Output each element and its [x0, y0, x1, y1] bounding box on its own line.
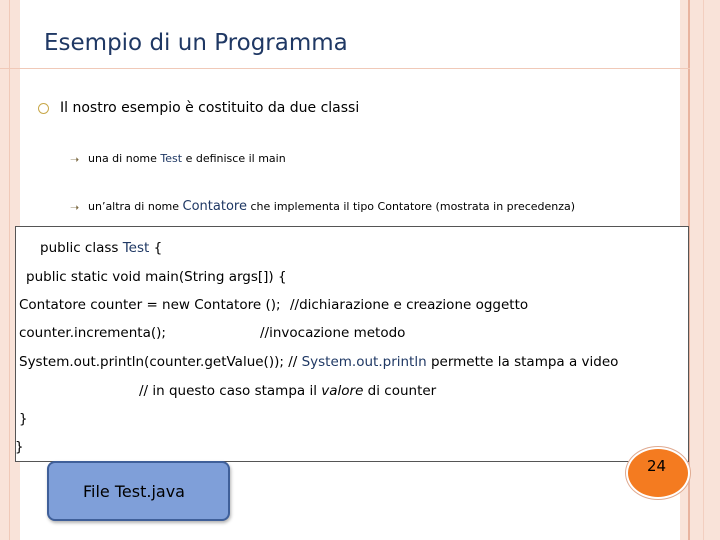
code-line-println — [19, 354, 618, 370]
page-number: 24 — [647, 457, 667, 475]
slide-title: Esempio di un Programma — [44, 30, 348, 56]
main-bullet-text: Il nostro esempio è costituito da due classi — [60, 100, 360, 116]
file-label-text: File Test.java — [83, 482, 185, 501]
code-line-class-decl — [40, 240, 162, 256]
circle-bullet-icon — [38, 103, 49, 114]
code-line-increment: counter.incrementa(); — [19, 325, 166, 341]
code-println-call: System.out.println(counter.getValue()); // — [19, 354, 302, 370]
code-class-name: Test — [122, 240, 150, 256]
code-line-main-decl: public static void main(String args[]) { — [26, 269, 287, 285]
title-divider — [0, 68, 690, 69]
code-brace: { — [149, 240, 163, 256]
left-border-line — [9, 0, 10, 540]
code-println-highlight: System.out.println — [301, 354, 427, 370]
code-println-comment-end: permette la stampa a video — [426, 354, 619, 370]
arrow-bullet-icon: ➝ — [70, 153, 80, 166]
right-border-line-thin — [703, 0, 704, 540]
sub-bullet-2-prefix: un’altra di nome — [88, 200, 183, 213]
code-line-comment-value — [139, 383, 436, 399]
code-box — [15, 226, 689, 462]
sub-bullet-2-suffix: che implementa il tipo Contatore (mostrata in precedenza) — [246, 200, 576, 213]
code-close-brace-method: } — [19, 411, 28, 427]
code-comment-italic: valore — [321, 383, 364, 399]
sub-bullet-1-class-name: Test — [160, 152, 183, 165]
code-close-brace-class: } — [15, 439, 24, 455]
sub-bullet-1-prefix: una di nome — [88, 152, 161, 165]
arrow-bullet-icon: ➝ — [70, 201, 80, 214]
code-comment-start: // in questo caso stampa il — [139, 383, 322, 399]
code-comment-increment: //invocazione metodo — [260, 325, 406, 341]
sub-bullet-1-suffix: e definisce il main — [182, 152, 286, 165]
code-keyword: public class — [40, 240, 123, 256]
sub-bullet-2-class-name: Contatore — [182, 199, 247, 214]
code-line-declaration: Contatore counter = new Contatore (); — [19, 297, 281, 313]
code-comment-end: di counter — [363, 383, 437, 399]
sub-bullet-2 — [88, 199, 575, 214]
code-comment-declaration: //dichiarazione e creazione oggetto — [290, 297, 529, 313]
sub-bullet-1 — [88, 152, 286, 165]
